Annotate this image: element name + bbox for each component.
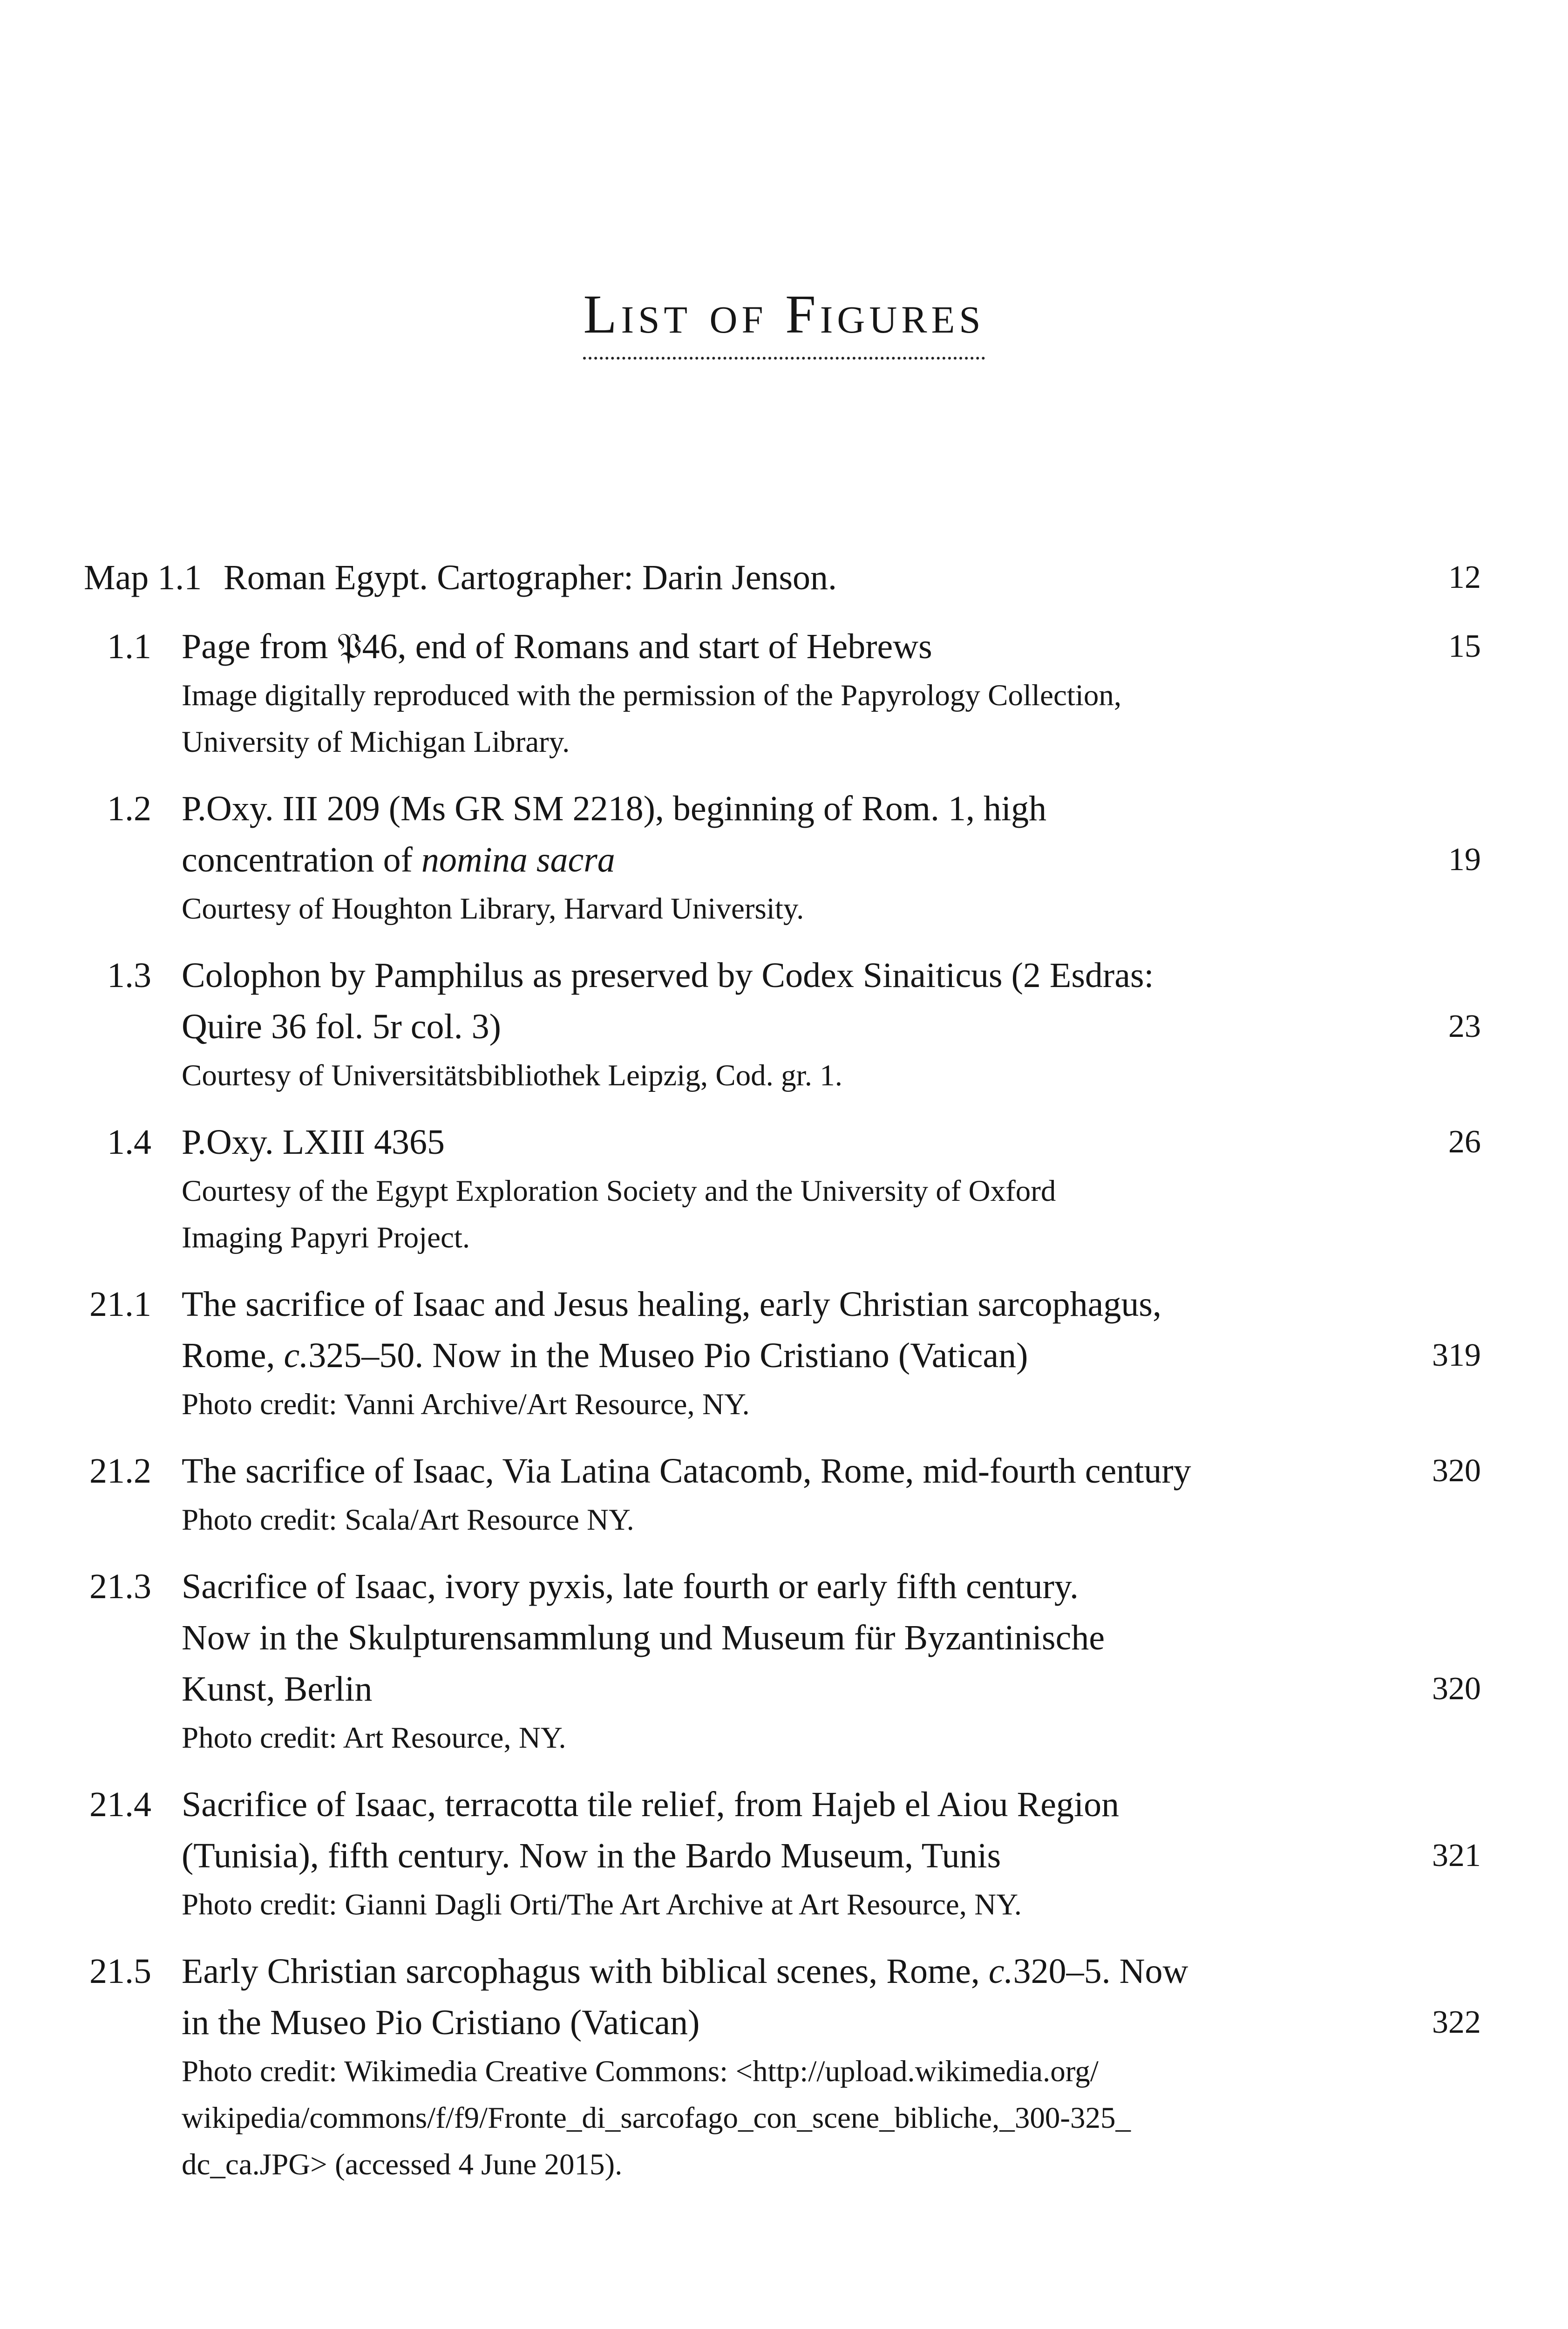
figure-caption [182,1279,1397,1381]
figure-caption [182,1561,1397,1715]
credit-line: Image digitally reproduced with the permission of the Papyrology Collection, [182,679,1122,712]
figure-entry-21-3 [84,1561,1481,1761]
figure-body [182,1279,1397,1428]
caption-italic: nomina sacra [421,840,615,879]
figure-number: 21.4 [89,1785,151,1824]
figure-caption [182,1445,1397,1497]
figure-body [182,1117,1397,1261]
figure-body [182,1561,1397,1761]
figure-number: 21.5 [89,1952,151,1991]
page-heading [0,284,1568,360]
figure-body [182,1779,1397,1928]
figure-body [182,1946,1397,2188]
page-title: List of Figures [583,284,984,360]
caption-line: (Tunisia), fifth century. Now in the Bardo Museum, Tunis [182,1836,1001,1875]
figure-body [182,621,1397,765]
figure-caption [182,1946,1397,2048]
caption-line: Now in the Skulpturensammlung und Museum für Byzantinische [182,1618,1105,1657]
caption-line [182,834,1397,885]
figure-page-ref: 320 [1432,1453,1481,1489]
credit-line: Photo credit: Scala/Art Resource NY. [182,1503,634,1537]
figure-credit [182,2048,1397,2188]
caption-text: Rome, [182,1336,284,1375]
caption-text: 320–5. Now [1013,1952,1188,1991]
caption-line: Colophon by Pamphilus as preserved by Codex Sinaiticus (2 Esdras: [182,956,1154,995]
figure-page-ref: 15 [1448,628,1481,664]
figure-entry-21-5 [84,1946,1481,2188]
figure-list [84,552,1481,2206]
figure-body [182,1445,1397,1543]
caption-text: Early Christian sarcophagus with biblical scenes, Rome, [182,1952,989,1991]
figure-entry-1-1 [84,621,1481,765]
credit-line: Courtesy of the Egypt Exploration Society and the University of Oxford [182,1174,1056,1208]
figure-caption [224,552,1397,603]
credit-line: dc_ca.JPG> (accessed 4 June 2015). [182,2148,623,2181]
caption-line: in the Museo Pio Cristiano (Vatican) [182,2003,700,2042]
credit-line: Courtesy of Universitätsbibliothek Leipzig, Cod. gr. 1. [182,1059,842,1092]
figure-credit [182,672,1397,765]
caption-line [182,1330,1397,1381]
figure-number: 1.3 [107,956,151,995]
figure-caption [182,621,1397,672]
figure-page-ref: 319 [1432,1337,1481,1373]
caption-line: The sacrifice of Isaac, Via Latina Catacomb, Rome, mid-fourth century [182,1451,1191,1491]
credit-line: Photo credit: Wikimedia Creative Commons: <http://upload.wikimedia.org/ [182,2055,1099,2088]
figure-credit [182,885,1397,932]
figure-number: 1.4 [107,1123,151,1162]
figure-caption [182,950,1397,1052]
caption-text: 325–50. Now in the Museo Pio Cristiano (Vatican) [308,1336,1028,1375]
credit-line: Photo credit: Vanni Archive/Art Resource, NY. [182,1388,750,1421]
caption-line: P.Oxy. LXIII 4365 [182,1123,445,1162]
figure-page-ref: 320 [1432,1671,1481,1707]
caption-line: Sacrifice of Isaac, terracotta tile relief, from Hajeb el Aiou Region [182,1785,1120,1824]
figure-caption [182,1779,1397,1881]
figure-body [182,783,1397,932]
figure-page-ref: 12 [1448,559,1481,595]
figure-entry-1-3 [84,950,1481,1099]
figure-credit [182,1715,1397,1761]
caption-line: Quire 36 fol. 5r col. 3) [182,1007,501,1046]
credit-line: Courtesy of Houghton Library, Harvard University. [182,892,804,926]
figure-body [224,552,1397,603]
figure-page-ref: 19 [1448,842,1481,878]
caption-line: Sacrifice of Isaac, ivory pyxis, late fourth or early fifth century. [182,1567,1079,1606]
figure-credit [182,1497,1397,1543]
figure-number: 1.1 [107,627,151,666]
caption-line: Kunst, Berlin [182,1669,373,1709]
figure-credit [182,1381,1397,1428]
figure-number: 21.2 [89,1451,151,1491]
figure-number: 21.1 [89,1285,151,1324]
figure-caption [182,783,1397,885]
figure-number: Map 1.1 [84,558,202,597]
figure-number: 1.2 [107,789,151,828]
figure-page-ref: 322 [1432,2004,1481,2040]
figure-caption [182,1117,1397,1168]
caption-italic: c. [284,1336,309,1375]
credit-line: wikipedia/commons/f/f9/Fronte_di_sarcofago_con_scene_bibliche,_300-325_ [182,2101,1131,2135]
caption-italic: c. [988,1952,1013,1991]
figure-entry-21-1 [84,1279,1481,1428]
figure-entry-21-4 [84,1779,1481,1928]
credit-line: University of Michigan Library. [182,725,570,759]
caption-line: The sacrifice of Isaac and Jesus healing, early Christian sarcophagus, [182,1285,1161,1324]
figure-page-ref: 26 [1448,1124,1481,1160]
figure-entry-1-2 [84,783,1481,932]
caption-text: concentration of [182,840,421,879]
credit-line: Photo credit: Art Resource, NY. [182,1721,566,1755]
caption-line: Roman Egypt. Cartographer: Darin Jenson. [224,558,837,597]
figure-entry-21-2 [84,1445,1481,1543]
figure-entry-1-4 [84,1117,1481,1261]
caption-line: P.Oxy. III 209 (Ms GR SM 2218), beginning of Rom. 1, high [182,789,1047,828]
figure-body [182,950,1397,1099]
figure-credit [182,1052,1397,1099]
figure-page-ref: 23 [1448,1008,1481,1044]
caption-line [182,1946,1397,1997]
figure-number: 21.3 [89,1567,151,1606]
figure-credit [182,1168,1397,1261]
figure-page-ref: 321 [1432,1838,1481,1873]
figure-entry-map-1-1 [84,552,1481,603]
credit-line: Photo credit: Gianni Dagli Orti/The Art Archive at Art Resource, NY. [182,1888,1022,1921]
caption-line: Page from 𝔓46, end of Romans and start of Hebrews [182,627,932,666]
figure-credit [182,1881,1397,1928]
credit-line: Imaging Papyri Project. [182,1221,470,1254]
